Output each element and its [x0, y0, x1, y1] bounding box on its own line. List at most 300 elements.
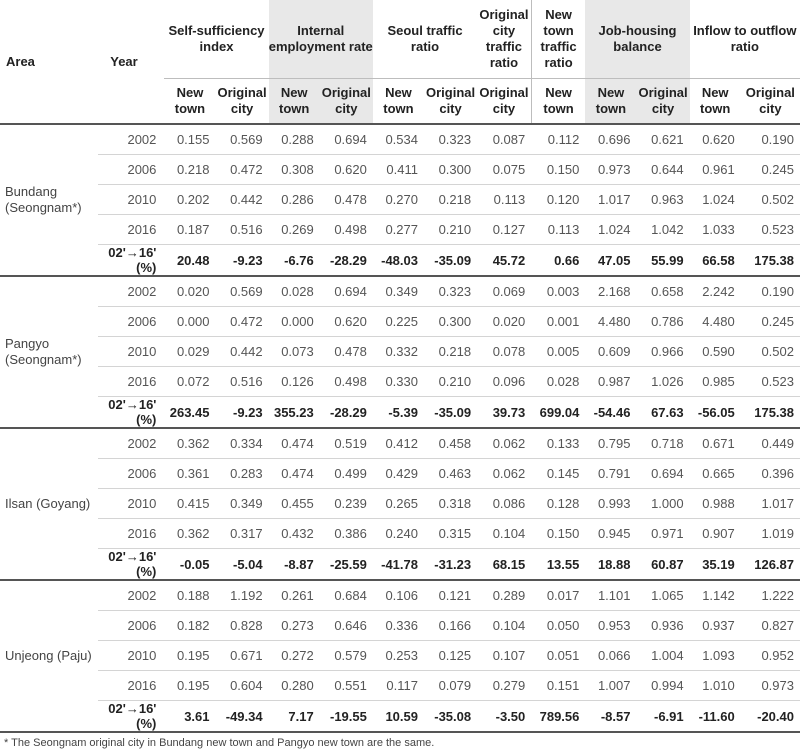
value-cell: 1.000	[636, 489, 689, 519]
table-row	[0, 641, 800, 671]
year-cell: 2016	[98, 671, 164, 701]
value-cell: 0.551	[320, 671, 373, 701]
value-cell: 0.907	[690, 519, 741, 549]
value-cell: 0.261	[269, 580, 320, 611]
value-cell: -8.87	[269, 549, 320, 581]
value-cell: 0.696	[585, 124, 636, 155]
value-cell: 0.239	[320, 489, 373, 519]
table-row	[0, 459, 800, 489]
value-cell: 0.096	[477, 367, 531, 397]
value-cell: 0.280	[269, 671, 320, 701]
year-cell: 2010	[98, 489, 164, 519]
value-cell: 0.987	[585, 367, 636, 397]
value-cell: 0.569	[216, 276, 269, 307]
value-cell: 0.300	[424, 155, 477, 185]
value-cell: 0.117	[373, 671, 424, 701]
year-cell: 2016	[98, 519, 164, 549]
change-label: 02'→16' (%)	[98, 701, 164, 733]
group-header-seoul-traffic: Seoul traffic ratio	[373, 0, 477, 79]
group-header-inflow-outflow: Inflow to outflow ratio	[690, 0, 800, 79]
value-cell: 0.020	[477, 307, 531, 337]
value-cell: -49.34	[216, 701, 269, 733]
value-cell: 0.523	[741, 367, 800, 397]
value-cell: 13.55	[531, 549, 585, 581]
value-cell: 0.945	[585, 519, 636, 549]
value-cell: 0.396	[741, 459, 800, 489]
value-cell: 0.330	[373, 367, 424, 397]
value-cell: 0.985	[690, 367, 741, 397]
group-header-self-sufficiency: Self-sufficiency index	[164, 0, 268, 79]
value-cell: 0.973	[741, 671, 800, 701]
change-label: 02'→16' (%)	[98, 245, 164, 277]
value-cell: 0.062	[477, 459, 531, 489]
value-cell: 0.300	[424, 307, 477, 337]
value-cell: 0.218	[424, 185, 477, 215]
value-cell: 0.128	[531, 489, 585, 519]
value-cell: 0.458	[424, 428, 477, 459]
change-label: 02'→16' (%)	[98, 397, 164, 429]
value-cell: 0.334	[216, 428, 269, 459]
area-name: Ilsan (Goyang)	[0, 428, 98, 580]
value-cell: 0.150	[531, 519, 585, 549]
subheader-cell: New town	[690, 79, 741, 125]
value-cell: 0.952	[741, 641, 800, 671]
value-cell: 1.024	[690, 185, 741, 215]
value-cell: 0.003	[531, 276, 585, 307]
value-cell: 175.38	[741, 245, 800, 277]
value-cell: 4.480	[690, 307, 741, 337]
year-cell: 2002	[98, 580, 164, 611]
value-cell: -35.08	[424, 701, 477, 733]
value-cell: 20.48	[164, 245, 215, 277]
value-cell: 0.442	[216, 337, 269, 367]
value-cell: 7.17	[269, 701, 320, 733]
value-cell: 0.658	[636, 276, 689, 307]
value-cell: 0.145	[531, 459, 585, 489]
value-cell: -6.76	[269, 245, 320, 277]
value-cell: 45.72	[477, 245, 531, 277]
table-row	[0, 489, 800, 519]
value-cell: 0.953	[585, 611, 636, 641]
value-cell: 0.694	[320, 124, 373, 155]
value-cell: 0.66	[531, 245, 585, 277]
value-cell: 699.04	[531, 397, 585, 429]
value-cell: 0.386	[320, 519, 373, 549]
subheader-cell: Original city	[636, 79, 689, 125]
value-cell: 0.086	[477, 489, 531, 519]
value-cell: 0.644	[636, 155, 689, 185]
value-cell: 0.361	[164, 459, 215, 489]
value-cell: 0.523	[741, 215, 800, 245]
value-cell: 0.078	[477, 337, 531, 367]
value-cell: 0.029	[164, 337, 215, 367]
value-cell: 0.827	[741, 611, 800, 641]
year-cell: 2006	[98, 155, 164, 185]
value-cell: 0.126	[269, 367, 320, 397]
value-cell: 0.966	[636, 337, 689, 367]
year-cell: 2016	[98, 215, 164, 245]
value-cell: 0.062	[477, 428, 531, 459]
value-cell: 0.106	[373, 580, 424, 611]
value-cell: 35.19	[690, 549, 741, 581]
value-cell: 0.020	[164, 276, 215, 307]
year-cell: 2006	[98, 611, 164, 641]
table-row	[0, 671, 800, 701]
year-cell: 2010	[98, 337, 164, 367]
table-row	[0, 519, 800, 549]
value-cell: 0.166	[424, 611, 477, 641]
value-cell: 1.024	[585, 215, 636, 245]
value-cell: 0.718	[636, 428, 689, 459]
value-cell: 55.99	[636, 245, 689, 277]
value-cell: 355.23	[269, 397, 320, 429]
value-cell: 0.463	[424, 459, 477, 489]
value-cell: 0.684	[320, 580, 373, 611]
value-cell: 0.210	[424, 215, 477, 245]
value-cell: 1.033	[690, 215, 741, 245]
value-cell: 0.120	[531, 185, 585, 215]
year-cell: 2002	[98, 124, 164, 155]
value-cell: 0.474	[269, 428, 320, 459]
value-cell: 0.665	[690, 459, 741, 489]
value-cell: 0.283	[216, 459, 269, 489]
value-cell: 0.795	[585, 428, 636, 459]
value-cell: 0.190	[741, 276, 800, 307]
value-cell: 2.168	[585, 276, 636, 307]
value-cell: -8.57	[585, 701, 636, 733]
value-cell: 0.963	[636, 185, 689, 215]
value-cell: 0.474	[269, 459, 320, 489]
value-cell: -48.03	[373, 245, 424, 277]
footnote: * The Seongnam original city in Bundang new town and Pangyo new town are the same.	[4, 737, 435, 749]
value-cell: 1.017	[585, 185, 636, 215]
value-cell: 1.017	[741, 489, 800, 519]
value-cell: 0.272	[269, 641, 320, 671]
value-cell: 0.994	[636, 671, 689, 701]
value-cell: 0.516	[216, 367, 269, 397]
table-row	[0, 428, 800, 459]
value-cell: -5.04	[216, 549, 269, 581]
value-cell: 0.195	[164, 671, 215, 701]
value-cell: 0.349	[373, 276, 424, 307]
value-cell: 0.218	[424, 337, 477, 367]
value-cell: 0.478	[320, 337, 373, 367]
value-cell: 0.265	[373, 489, 424, 519]
value-cell: -56.05	[690, 397, 741, 429]
value-cell: 0.937	[690, 611, 741, 641]
value-cell: 0.000	[269, 307, 320, 337]
value-cell: 0.499	[320, 459, 373, 489]
value-cell: 0.620	[690, 124, 741, 155]
value-cell: 0.569	[216, 124, 269, 155]
value-cell: -54.46	[585, 397, 636, 429]
table-row	[0, 155, 800, 185]
value-cell: 1.065	[636, 580, 689, 611]
value-cell: 1.042	[636, 215, 689, 245]
table-row	[0, 337, 800, 367]
value-cell: 0.671	[216, 641, 269, 671]
value-cell: 0.273	[269, 611, 320, 641]
value-cell: 1.004	[636, 641, 689, 671]
value-cell: 0.289	[477, 580, 531, 611]
summary-row	[0, 397, 800, 429]
value-cell: 3.61	[164, 701, 215, 733]
value-cell: 0.240	[373, 519, 424, 549]
year-cell: 2002	[98, 428, 164, 459]
value-cell: 0.113	[477, 185, 531, 215]
value-cell: 1.222	[741, 580, 800, 611]
value-cell: 0.127	[477, 215, 531, 245]
table-body	[0, 124, 800, 732]
value-cell: 0.270	[373, 185, 424, 215]
year-cell: 2002	[98, 276, 164, 307]
value-cell: 0.072	[164, 367, 215, 397]
value-cell: 0.317	[216, 519, 269, 549]
value-cell: 0.107	[477, 641, 531, 671]
value-cell: 0.155	[164, 124, 215, 155]
value-cell: 0.133	[531, 428, 585, 459]
value-cell: 0.579	[320, 641, 373, 671]
year-cell: 2010	[98, 641, 164, 671]
value-cell: 0.075	[477, 155, 531, 185]
summary-row	[0, 549, 800, 581]
value-cell: 0.187	[164, 215, 215, 245]
value-cell: 0.286	[269, 185, 320, 215]
value-cell: 0.005	[531, 337, 585, 367]
value-cell: 789.56	[531, 701, 585, 733]
table-row	[0, 185, 800, 215]
table-row	[0, 215, 800, 245]
value-cell: 0.150	[531, 155, 585, 185]
value-cell: 1.101	[585, 580, 636, 611]
table-row	[0, 124, 800, 155]
value-cell: 0.791	[585, 459, 636, 489]
value-cell: -6.91	[636, 701, 689, 733]
value-cell: 0.218	[164, 155, 215, 185]
value-cell: 0.516	[216, 215, 269, 245]
subheader-cell: New town	[585, 79, 636, 125]
area-name: Bundang (Seongnam*)	[0, 124, 98, 276]
value-cell: 0.621	[636, 124, 689, 155]
value-cell: 39.73	[477, 397, 531, 429]
table-row	[0, 611, 800, 641]
value-cell: 0.050	[531, 611, 585, 641]
value-cell: 10.59	[373, 701, 424, 733]
value-cell: 0.429	[373, 459, 424, 489]
area-name: Pangyo (Seongnam*)	[0, 276, 98, 428]
value-cell: 263.45	[164, 397, 215, 429]
value-cell: 0.151	[531, 671, 585, 701]
value-cell: 4.480	[585, 307, 636, 337]
value-cell: 1.026	[636, 367, 689, 397]
value-cell: 0.087	[477, 124, 531, 155]
value-cell: 0.498	[320, 215, 373, 245]
year-cell: 2006	[98, 459, 164, 489]
year-cell: 2006	[98, 307, 164, 337]
value-cell: 0.028	[269, 276, 320, 307]
value-cell: 1.007	[585, 671, 636, 701]
value-cell: 0.604	[216, 671, 269, 701]
value-cell: 0.318	[424, 489, 477, 519]
value-cell: 0.279	[477, 671, 531, 701]
value-cell: 0.332	[373, 337, 424, 367]
subheader-cell: New town	[164, 79, 215, 125]
value-cell: 0.786	[636, 307, 689, 337]
value-cell: 0.971	[636, 519, 689, 549]
group-header-internal-employment: Internal employment rate	[269, 0, 373, 79]
value-cell: 0.323	[424, 276, 477, 307]
value-cell: 0.051	[531, 641, 585, 671]
value-cell: 1.192	[216, 580, 269, 611]
value-cell: 67.63	[636, 397, 689, 429]
year-cell: 2016	[98, 367, 164, 397]
value-cell: 0.308	[269, 155, 320, 185]
change-label: 02'→16' (%)	[98, 549, 164, 581]
value-cell: 0.534	[373, 124, 424, 155]
value-cell: 0.694	[636, 459, 689, 489]
year-header: Year	[98, 0, 164, 124]
subheader-cell: New town	[269, 79, 320, 125]
table-row	[0, 367, 800, 397]
value-cell: -19.55	[320, 701, 373, 733]
value-cell: -5.39	[373, 397, 424, 429]
value-cell: 0.188	[164, 580, 215, 611]
value-cell: 0.961	[690, 155, 741, 185]
value-cell: 0.315	[424, 519, 477, 549]
value-cell: 0.112	[531, 124, 585, 155]
value-cell: 0.323	[424, 124, 477, 155]
group-header-job-housing: Job-housing balance	[585, 0, 689, 79]
value-cell: 0.411	[373, 155, 424, 185]
value-cell: 0.182	[164, 611, 215, 641]
subheader-cell: Original city	[320, 79, 373, 125]
value-cell: 0.455	[269, 489, 320, 519]
year-cell: 2010	[98, 185, 164, 215]
value-cell: 0.478	[320, 185, 373, 215]
value-cell: 0.202	[164, 185, 215, 215]
subheader-cell: Original city	[477, 79, 531, 125]
value-cell: 0.590	[690, 337, 741, 367]
value-cell: 0.973	[585, 155, 636, 185]
value-cell: 1.142	[690, 580, 741, 611]
value-cell: 0.253	[373, 641, 424, 671]
value-cell: 60.87	[636, 549, 689, 581]
value-cell: 0.519	[320, 428, 373, 459]
value-cell: 66.58	[690, 245, 741, 277]
value-cell: 0.620	[320, 307, 373, 337]
group-header-new-town-traffic: New town traffic ratio	[531, 0, 585, 79]
summary-row	[0, 701, 800, 733]
value-cell: 0.988	[690, 489, 741, 519]
value-cell: 68.15	[477, 549, 531, 581]
table-row	[0, 276, 800, 307]
value-cell: -9.23	[216, 245, 269, 277]
value-cell: 0.498	[320, 367, 373, 397]
value-cell: 0.288	[269, 124, 320, 155]
subheader-cell: Original city	[741, 79, 800, 125]
area-name: Unjeong (Paju)	[0, 580, 98, 732]
value-cell: 2.242	[690, 276, 741, 307]
value-cell: 0.277	[373, 215, 424, 245]
value-cell: 0.936	[636, 611, 689, 641]
table-row	[0, 307, 800, 337]
value-cell: 0.069	[477, 276, 531, 307]
value-cell: -0.05	[164, 549, 215, 581]
value-cell: 0.646	[320, 611, 373, 641]
value-cell: 175.38	[741, 397, 800, 429]
value-cell: 0.225	[373, 307, 424, 337]
value-cell: 47.05	[585, 245, 636, 277]
value-cell: 0.412	[373, 428, 424, 459]
value-cell: -28.29	[320, 397, 373, 429]
value-cell: 0.449	[741, 428, 800, 459]
value-cell: -31.23	[424, 549, 477, 581]
value-cell: 0.472	[216, 307, 269, 337]
value-cell: 126.87	[741, 549, 800, 581]
value-cell: -35.09	[424, 397, 477, 429]
value-cell: 0.000	[164, 307, 215, 337]
value-cell: 0.694	[320, 276, 373, 307]
area-header: Area	[0, 0, 98, 124]
value-cell: 0.066	[585, 641, 636, 671]
value-cell: 0.993	[585, 489, 636, 519]
value-cell: 1.019	[741, 519, 800, 549]
subheader-cell: Original city	[216, 79, 269, 125]
value-cell: 0.609	[585, 337, 636, 367]
summary-row	[0, 245, 800, 277]
value-cell: 0.073	[269, 337, 320, 367]
value-cell: -25.59	[320, 549, 373, 581]
value-cell: 0.336	[373, 611, 424, 641]
value-cell: 0.121	[424, 580, 477, 611]
value-cell: 1.010	[690, 671, 741, 701]
value-cell: 0.125	[424, 641, 477, 671]
subheader-cell: New town	[531, 79, 585, 125]
value-cell: 0.245	[741, 155, 800, 185]
value-cell: 0.432	[269, 519, 320, 549]
value-cell: 0.349	[216, 489, 269, 519]
table-row	[0, 580, 800, 611]
value-cell: 0.079	[424, 671, 477, 701]
value-cell: -9.23	[216, 397, 269, 429]
value-cell: 0.190	[741, 124, 800, 155]
value-cell: 0.442	[216, 185, 269, 215]
value-cell: 0.210	[424, 367, 477, 397]
value-cell: 0.017	[531, 580, 585, 611]
value-cell: 0.502	[741, 185, 800, 215]
subheader-cell: New town	[373, 79, 424, 125]
value-cell: 0.415	[164, 489, 215, 519]
value-cell: -35.09	[424, 245, 477, 277]
value-cell: 0.472	[216, 155, 269, 185]
value-cell: 0.362	[164, 428, 215, 459]
value-cell: 0.671	[690, 428, 741, 459]
value-cell: 18.88	[585, 549, 636, 581]
value-cell: 0.269	[269, 215, 320, 245]
value-cell: -28.29	[320, 245, 373, 277]
value-cell: 0.001	[531, 307, 585, 337]
value-cell: 0.620	[320, 155, 373, 185]
value-cell: -41.78	[373, 549, 424, 581]
value-cell: 0.502	[741, 337, 800, 367]
value-cell: 0.362	[164, 519, 215, 549]
value-cell: 0.028	[531, 367, 585, 397]
subheader-cell: Original city	[424, 79, 477, 125]
value-cell: 0.245	[741, 307, 800, 337]
value-cell: -3.50	[477, 701, 531, 733]
value-cell: 0.104	[477, 519, 531, 549]
value-cell: 0.104	[477, 611, 531, 641]
